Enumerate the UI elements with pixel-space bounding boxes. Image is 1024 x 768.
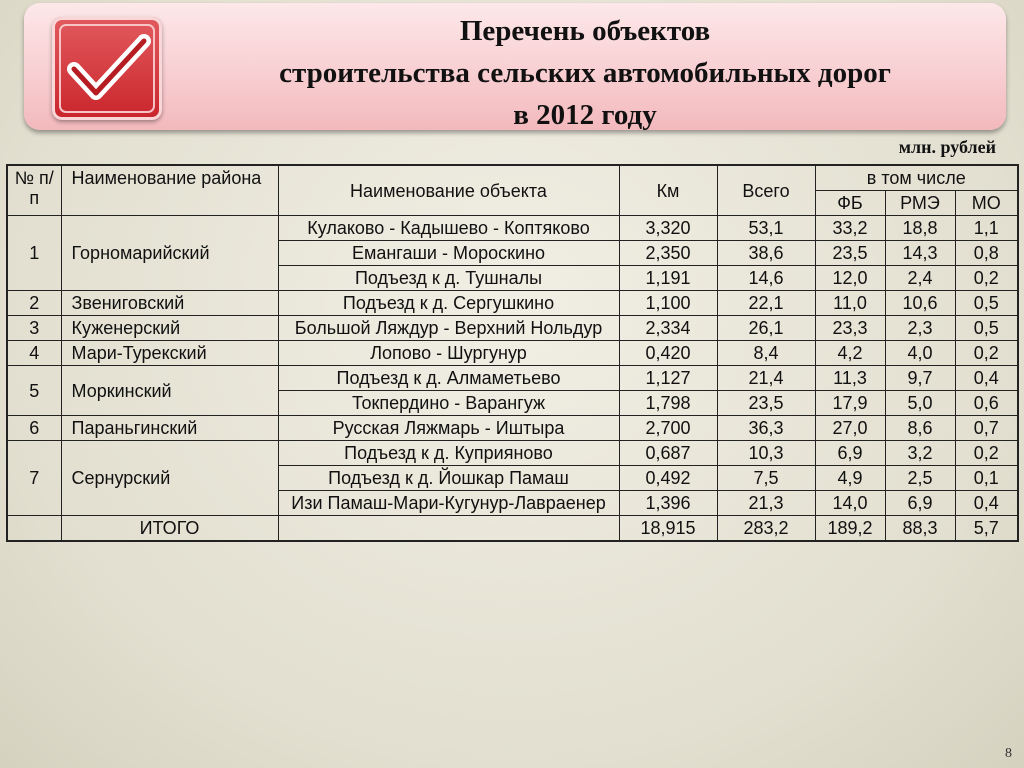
mo-cell: 0,5 [955, 316, 1018, 341]
object-cell: Токпердино - Варангуж [278, 391, 619, 416]
mo-cell: 0,1 [955, 466, 1018, 491]
table-row [7, 291, 1018, 316]
row-num-cell: 3 [7, 316, 61, 341]
roads-table [6, 164, 1019, 542]
object-cell: Кулаково - Кадышево - Коптяково [278, 216, 619, 241]
fb-cell: 27,0 [815, 416, 885, 441]
mo-cell: 0,2 [955, 266, 1018, 291]
rme-cell: 18,8 [885, 216, 955, 241]
mo-cell: 1,1 [955, 216, 1018, 241]
row-num-cell: 6 [7, 416, 61, 441]
km-cell: 2,334 [619, 316, 717, 341]
rme-cell: 4,0 [885, 341, 955, 366]
header-num: № п/п [7, 165, 61, 216]
rme-cell: 8,6 [885, 416, 955, 441]
rme-cell: 2,4 [885, 266, 955, 291]
header-total: Всего [717, 165, 815, 216]
fb-cell: 4,9 [815, 466, 885, 491]
page-title [170, 10, 1000, 136]
total-cell: 38,6 [717, 241, 815, 266]
fb-cell: 14,0 [815, 491, 885, 516]
km-cell: 3,320 [619, 216, 717, 241]
checkmark-logo-icon [52, 17, 162, 120]
units-label: млн. рублей [898, 137, 996, 157]
table-row [7, 216, 1018, 241]
total-cell: 53,1 [717, 216, 815, 241]
fb-cell: 4,2 [815, 341, 885, 366]
rme-cell: 6,9 [885, 491, 955, 516]
total-num-cell [7, 516, 61, 542]
object-cell: Подъезд к д. Алмаметьево [278, 366, 619, 391]
header-district: Наименование района [61, 165, 278, 216]
km-cell: 0,687 [619, 441, 717, 466]
district-cell: Моркинский [61, 366, 278, 416]
row-num-cell: 1 [7, 216, 61, 291]
km-cell: 1,396 [619, 491, 717, 516]
total-fb: 189,2 [815, 516, 885, 542]
fb-cell: 12,0 [815, 266, 885, 291]
km-cell: 1,127 [619, 366, 717, 391]
km-cell: 2,700 [619, 416, 717, 441]
page-number: 8 [1005, 746, 1012, 761]
fb-cell: 11,3 [815, 366, 885, 391]
object-cell: Подъезд к д. Сергушкино [278, 291, 619, 316]
object-cell: Подъезд к д. Йошкар Памаш [278, 466, 619, 491]
object-cell: Лопово - Шургунур [278, 341, 619, 366]
fb-cell: 23,5 [815, 241, 885, 266]
title-line-2: строительства сельских автомобильных дорог [279, 57, 891, 89]
total-sum: 283,2 [717, 516, 815, 542]
total-row [7, 516, 1018, 542]
row-num-cell: 2 [7, 291, 61, 316]
total-cell: 21,4 [717, 366, 815, 391]
total-cell: 10,3 [717, 441, 815, 466]
header-object: Наименование объекта [278, 165, 619, 216]
total-rme: 88,3 [885, 516, 955, 542]
rme-cell: 9,7 [885, 366, 955, 391]
table-header-row [7, 165, 1018, 191]
total-cell: 36,3 [717, 416, 815, 441]
rme-cell: 3,2 [885, 441, 955, 466]
fb-cell: 17,9 [815, 391, 885, 416]
total-label: ИТОГО [61, 516, 278, 542]
row-num-cell: 5 [7, 366, 61, 416]
table-row [7, 416, 1018, 441]
fb-cell: 23,3 [815, 316, 885, 341]
mo-cell: 0,2 [955, 441, 1018, 466]
district-cell: Горномарийский [61, 216, 278, 291]
district-cell: Звениговский [61, 291, 278, 316]
total-cell: 23,5 [717, 391, 815, 416]
row-num-cell: 4 [7, 341, 61, 366]
object-cell: Емангаши - Мороскино [278, 241, 619, 266]
total-cell: 7,5 [717, 466, 815, 491]
header-fb: ФБ [815, 191, 885, 216]
total-km: 18,915 [619, 516, 717, 542]
district-cell: Мари-Турекский [61, 341, 278, 366]
rme-cell: 2,3 [885, 316, 955, 341]
table-row [7, 366, 1018, 391]
total-cell: 22,1 [717, 291, 815, 316]
title-line-3: в 2012 году [513, 99, 657, 131]
mo-cell: 0,5 [955, 291, 1018, 316]
total-empty-cell [278, 516, 619, 542]
total-cell: 26,1 [717, 316, 815, 341]
total-cell: 8,4 [717, 341, 815, 366]
rme-cell: 2,5 [885, 466, 955, 491]
object-cell: Большой Ляждур - Верхний Нольдур [278, 316, 619, 341]
total-mo: 5,7 [955, 516, 1018, 542]
mo-cell: 0,2 [955, 341, 1018, 366]
title-line-1: Перечень объектов [459, 15, 711, 47]
mo-cell: 0,7 [955, 416, 1018, 441]
table-row [7, 341, 1018, 366]
km-cell: 0,492 [619, 466, 717, 491]
object-cell: Изи Памаш-Мари-Кугунур-Лавраенер [278, 491, 619, 516]
fb-cell: 11,0 [815, 291, 885, 316]
district-cell: Сернурский [61, 441, 278, 516]
km-cell: 2,350 [619, 241, 717, 266]
header-rme: РМЭ [885, 191, 955, 216]
object-cell: Подъезд к д. Тушналы [278, 266, 619, 291]
header-including: в том числе [815, 165, 1018, 191]
header-km: Км [619, 165, 717, 216]
table-row [7, 441, 1018, 466]
km-cell: 1,798 [619, 391, 717, 416]
mo-cell: 0,6 [955, 391, 1018, 416]
km-cell: 0,420 [619, 341, 717, 366]
fb-cell: 6,9 [815, 441, 885, 466]
total-cell: 14,6 [717, 266, 815, 291]
header-mo: МО [955, 191, 1018, 216]
rme-cell: 5,0 [885, 391, 955, 416]
object-cell: Русская Ляжмарь - Иштыра [278, 416, 619, 441]
district-cell: Куженерский [61, 316, 278, 341]
district-cell: Параньгинский [61, 416, 278, 441]
km-cell: 1,191 [619, 266, 717, 291]
table-row [7, 316, 1018, 341]
rme-cell: 14,3 [885, 241, 955, 266]
total-cell: 21,3 [717, 491, 815, 516]
mo-cell: 0,4 [955, 366, 1018, 391]
fb-cell: 33,2 [815, 216, 885, 241]
row-num-cell: 7 [7, 441, 61, 516]
km-cell: 1,100 [619, 291, 717, 316]
mo-cell: 0,4 [955, 491, 1018, 516]
object-cell: Подъезд к д. Куприяново [278, 441, 619, 466]
mo-cell: 0,8 [955, 241, 1018, 266]
rme-cell: 10,6 [885, 291, 955, 316]
